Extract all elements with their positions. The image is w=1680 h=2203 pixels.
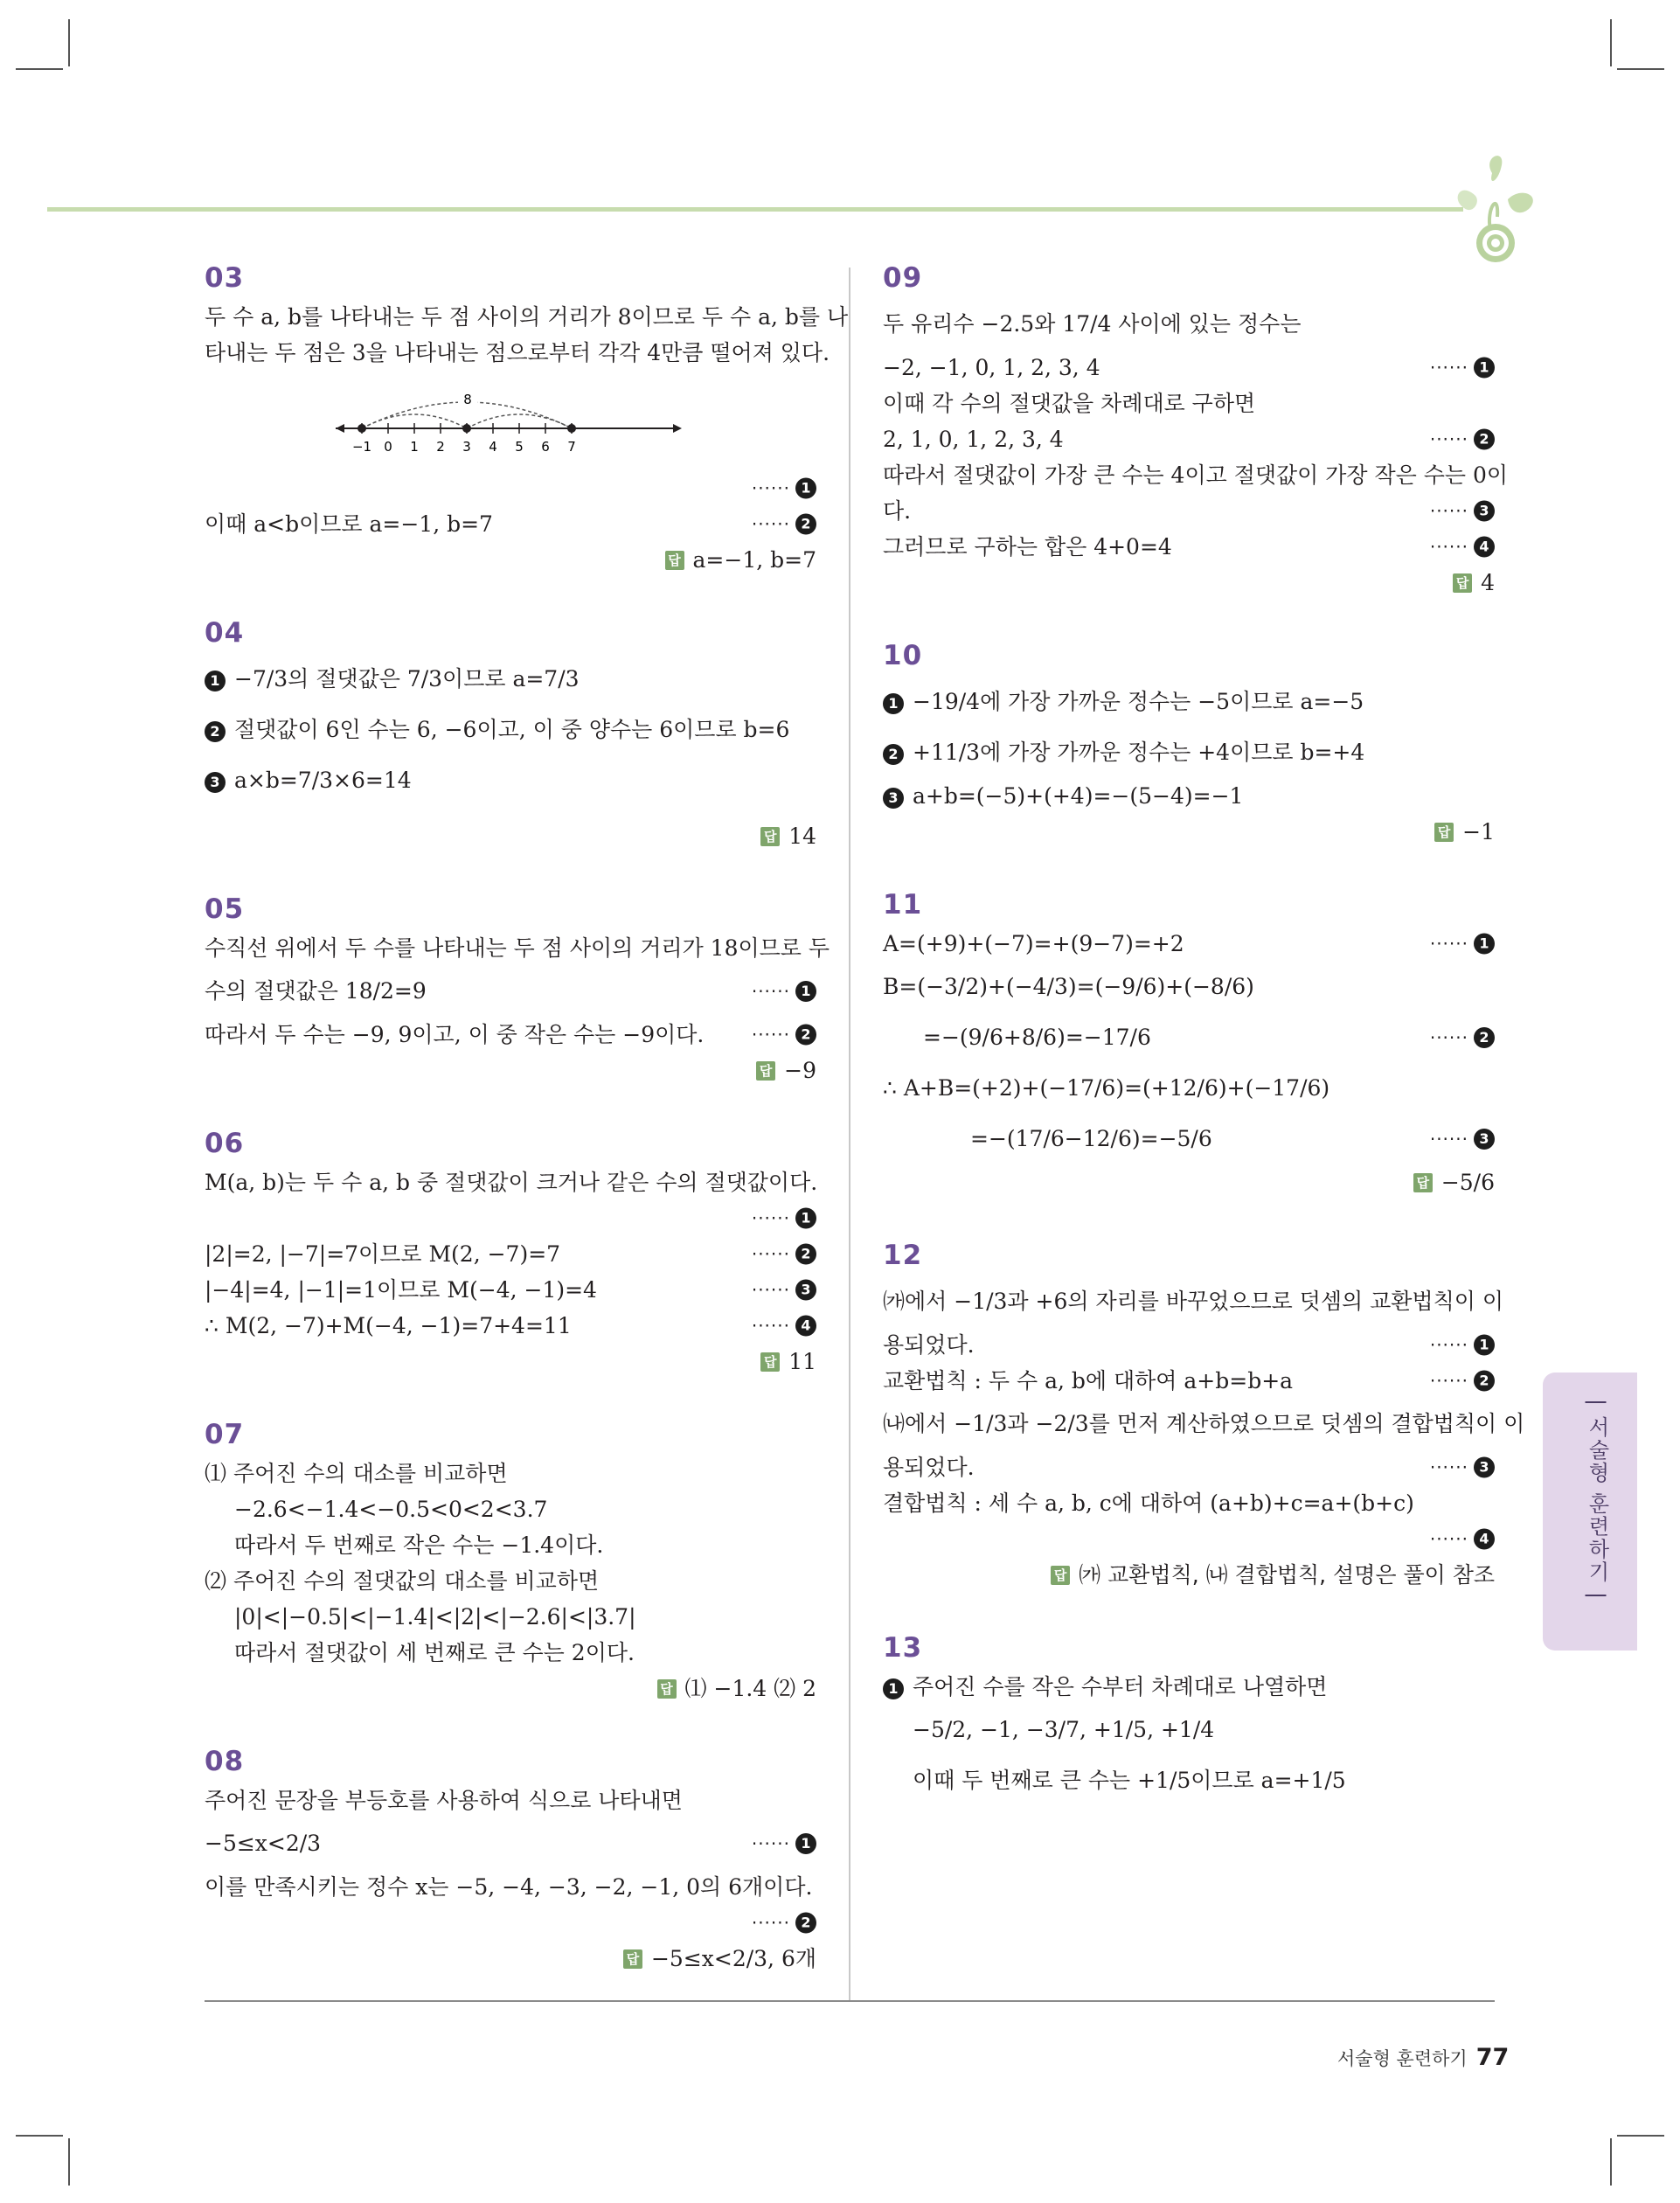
leaf-ornament-icon — [1447, 147, 1543, 269]
footer-title: 서술형 훈련하기 — [1337, 2048, 1468, 2069]
solution-line: −5/2, −1, −3/7, +1/5, +1/4 — [913, 1717, 1215, 1742]
answer: 답 4 — [883, 565, 1495, 601]
step-2-icon: 2 — [205, 721, 226, 742]
problem-number: 07 — [205, 1419, 245, 1450]
problem-number: 13 — [883, 1632, 923, 1664]
step-3-icon: 3 — [1474, 1129, 1495, 1150]
problem-05 — [205, 893, 830, 1089]
answer-icon: 답 — [657, 1679, 677, 1699]
step-3-icon: 3 — [1474, 501, 1495, 522]
solution-line: 용되었다. ······ 1 — [883, 1327, 1495, 1363]
tick-label: 6 — [541, 439, 550, 455]
step-1-icon: 1 — [883, 693, 904, 714]
problem-number: 04 — [205, 617, 245, 649]
problem-number: 03 — [205, 262, 245, 294]
step-2-icon: 2 — [1474, 1371, 1495, 1392]
left-column — [205, 262, 849, 2016]
solution-line: ㈎에서 −1/3과 +6의 자리를 바꾸었으므로 덧셈의 교환법칙이 이 — [883, 1289, 1503, 1314]
header-rule — [47, 207, 1463, 212]
solution-line: ㈏에서 −1/3과 −2/3를 먼저 계산하였으므로 덧셈의 결합법칙이 이 — [883, 1411, 1525, 1436]
answer: 답 −5/6 — [883, 1164, 1495, 1201]
problem-number: 08 — [205, 1746, 245, 1777]
solution-line: 두 수 a, b를 나타내는 두 점 사이의 거리가 8이므로 두 수 a, b를 나 — [205, 304, 849, 330]
step-2-icon: 2 — [1474, 429, 1495, 450]
solution-line: 이때 두 번째로 큰 수는 +1/5이므로 a=+1/5 — [913, 1768, 1346, 1793]
tick-label: 1 — [410, 439, 419, 455]
tick-label: 2 — [436, 439, 445, 455]
chapter-tab-label: | 서술형 훈련하기 | — [1585, 1399, 1609, 1602]
problem-09 — [883, 262, 1509, 601]
solution-line: 다. ······ 3 — [883, 493, 1495, 529]
problem-03 — [205, 262, 849, 579]
solution-line: =−(9/6+8/6)=−17/6 ······ 2 — [883, 1012, 1495, 1063]
step-2-icon: 2 — [795, 514, 816, 535]
solution-line: 주어진 문장을 부등호를 사용하여 식으로 나타내면 — [205, 1788, 683, 1813]
answer: 답 ⑴ −1.4 ⑵ 2 — [205, 1671, 816, 1707]
solution-line: 2 +11/3에 가장 가까운 정수는 +4이므로 b=+4 — [883, 727, 1495, 778]
step-2-icon: 2 — [795, 1244, 816, 1265]
answer-icon: 답 — [760, 1352, 780, 1372]
solution-line: =−(17/6−12/6)=−5/6 ······ 3 — [883, 1114, 1495, 1164]
solution-line: ⑴ 주어진 수의 대소를 비교하면 — [205, 1461, 508, 1486]
step-2-icon: 2 — [1474, 1027, 1495, 1048]
step-1-icon: 1 — [795, 478, 816, 499]
column-divider — [849, 268, 850, 2000]
step-3-icon: 3 — [883, 788, 904, 809]
solution-line: 수의 절댓값은 18/2=9 ······ 1 — [205, 966, 816, 1017]
step-3-icon: 3 — [1474, 1457, 1495, 1478]
solution-line: 타내는 두 점은 3을 나타내는 점으로부터 각각 4만큼 떨어져 있다. — [205, 340, 830, 365]
crop-mark — [1617, 2135, 1664, 2137]
solution-line: |0|<|−0.5|<|−1.4|<|2|<|−2.6|<|3.7| — [234, 1604, 636, 1630]
page-number: 77 — [1475, 2044, 1510, 2071]
step-1-icon: 1 — [1474, 934, 1495, 955]
problem-number: 11 — [883, 889, 923, 921]
tick-label: 0 — [384, 439, 392, 455]
solution-line: 수직선 위에서 두 수를 나타내는 두 점 사이의 거리가 18이므로 두 — [205, 935, 830, 961]
tick-label: 7 — [567, 439, 576, 455]
solution-line: 따라서 절댓값이 세 번째로 큰 수는 2이다. — [234, 1640, 635, 1665]
answer-icon: 답 — [1413, 1173, 1433, 1192]
step-4-icon: 4 — [1474, 537, 1495, 558]
answer: 답 11 — [205, 1344, 816, 1380]
step-4-icon: 4 — [1474, 1529, 1495, 1550]
solution-line: 교환법칙 : 두 수 a, b에 대하여 a+b=b+a ······ 2 — [883, 1363, 1495, 1399]
solution-line: ∴ A+B=(+2)+(−17/6)=(+12/6)+(−17/6) — [883, 1075, 1330, 1101]
solution-line: M(a, b)는 두 수 a, b 중 절댓값이 크거나 같은 수의 절댓값이다. — [205, 1170, 818, 1195]
solution-line: 이때 각 수의 절댓값을 차례대로 구하면 — [883, 391, 1256, 416]
problem-08 — [205, 1746, 816, 1977]
marker-line: ······ 1 — [205, 470, 816, 506]
solution-line: 그러므로 구하는 합은 4+0=4 ······ 4 — [883, 529, 1495, 565]
solution-line: B=(−3/2)+(−4/3)=(−9/6)+(−8/6) — [883, 974, 1254, 999]
problem-number: 06 — [205, 1128, 245, 1159]
step-1-icon: 1 — [795, 1208, 816, 1229]
answer: 답 −5≤x<2/3, 6개 — [205, 1941, 816, 1977]
step-1-icon: 1 — [883, 1678, 904, 1699]
step-1-icon: 1 — [795, 1833, 816, 1854]
answer-icon: 답 — [1051, 1566, 1070, 1585]
crop-mark — [1617, 68, 1664, 70]
solution-line: 이를 만족시키는 정수 x는 −5, −4, −3, −2, −1, 0의 6개이다. — [205, 1874, 813, 1900]
tick-label: −1 — [351, 439, 372, 455]
crop-mark — [68, 2138, 70, 2186]
solution-line: −5≤x<2/3 ······ 1 — [205, 1818, 816, 1869]
step-4-icon: 4 — [795, 1316, 816, 1337]
answer-icon: 답 — [756, 1061, 775, 1081]
answer: 답 a=−1, b=7 — [205, 542, 816, 579]
solution-line: 3 a×b=7/3×6=14 — [205, 755, 816, 806]
solution-line: −2.6<−1.4<−0.5<0<2<3.7 — [234, 1497, 548, 1522]
problem-number: 10 — [883, 640, 923, 671]
solution-line: |−4|=4, |−1|=1이므로 M(−4, −1)=4 ······ 3 — [205, 1272, 816, 1308]
step-1-icon: 1 — [205, 671, 226, 691]
problem-04 — [205, 617, 816, 855]
answer-icon: 답 — [1434, 823, 1454, 842]
answer-icon: 답 — [760, 827, 780, 846]
crop-mark — [68, 19, 70, 66]
solution-line: 2 절댓값이 6인 수는 6, −6이고, 이 중 양수는 6이므로 b=6 — [205, 705, 816, 755]
problem-13 — [883, 1632, 1495, 1806]
solution-line: ⑵ 주어진 수의 절댓값의 대소를 비교하면 — [205, 1568, 600, 1594]
answer-icon: 답 — [665, 551, 684, 570]
step-2-icon: 2 — [795, 1913, 816, 1934]
crop-mark — [16, 68, 63, 70]
problem-10 — [883, 640, 1495, 851]
marker-line: ······ 4 — [883, 1521, 1495, 1557]
solution-line: −2, −1, 0, 1, 2, 3, 4 ······ 1 — [883, 350, 1495, 386]
tick-label: 4 — [489, 439, 497, 455]
crop-mark — [1610, 2138, 1612, 2186]
solution-line: 2, 1, 0, 1, 2, 3, 4 ······ 2 — [883, 421, 1495, 457]
marker-line: ······ 2 — [205, 1905, 816, 1941]
problem-06 — [205, 1128, 816, 1380]
answer: 답 14 — [205, 818, 816, 855]
arc-label: 8 — [463, 392, 472, 407]
step-1-icon: 1 — [795, 981, 816, 1002]
solution-line: 따라서 두 수는 −9, 9이고, 이 중 작은 수는 −9이다. ······ 2 — [205, 1017, 816, 1053]
marker-line: ······ 1 — [205, 1200, 816, 1236]
solution-line: ∴ M(2, −7)+M(−4, −1)=7+4=11 ······ 4 — [205, 1308, 816, 1344]
problem-12 — [883, 1240, 1525, 1594]
tick-label: 5 — [515, 439, 524, 455]
answer-icon: 답 — [623, 1949, 642, 1969]
step-1-icon: 1 — [1474, 358, 1495, 379]
solution-line: A=(+9)+(−7)=+(9−7)=+2 ······ 1 — [883, 926, 1495, 962]
solution-line: 3 a+b=(−5)+(+4)=−(5−4)=−1 — [883, 778, 1495, 814]
answer-icon: 답 — [1453, 573, 1472, 593]
solution-line: 1 주어진 수를 작은 수부터 차례대로 나열하면 — [883, 1669, 1495, 1705]
tick-label: 3 — [462, 439, 471, 455]
answer: 답 ㈎ 교환법칙, ㈏ 결합법칙, 설명은 풀이 참조 — [883, 1557, 1495, 1594]
number-line-diagram — [336, 383, 685, 455]
step-2-icon: 2 — [883, 744, 904, 765]
problem-number: 09 — [883, 262, 923, 294]
problem-07 — [205, 1419, 816, 1707]
crop-mark — [1610, 19, 1612, 66]
solution-line: 용되었다. ······ 3 — [883, 1449, 1495, 1485]
solution-line: 결합법칙 : 세 수 a, b, c에 대하여 (a+b)+c=a+(b+c) — [883, 1491, 1414, 1516]
solution-line: 1 −7/3의 절댓값은 7/3이므로 a=7/3 — [205, 654, 816, 705]
crop-mark — [16, 2135, 63, 2137]
step-3-icon: 3 — [205, 772, 226, 793]
solution-line: 1 −19/4에 가장 가까운 정수는 −5이므로 a=−5 — [883, 677, 1495, 727]
right-column — [883, 262, 1525, 1845]
solution-line: 따라서 두 번째로 작은 수는 −1.4이다. — [234, 1532, 604, 1558]
step-2-icon: 2 — [795, 1025, 816, 1046]
page-footer — [1337, 2044, 1510, 2071]
step-1-icon: 1 — [1474, 1335, 1495, 1356]
solution-line: |2|=2, |−7|=7이므로 M(2, −7)=7 ······ 2 — [205, 1236, 816, 1272]
problem-number: 05 — [205, 893, 245, 925]
solution-line: 두 유리수 −2.5와 17/4 사이에 있는 정수는 — [883, 311, 1302, 337]
problem-11 — [883, 889, 1495, 1201]
answer: 답 −1 — [883, 814, 1495, 851]
solution-line: 따라서 절댓값이 가장 큰 수는 4이고 절댓값이 가장 작은 수는 0이 — [883, 462, 1509, 488]
problem-number: 12 — [883, 1240, 923, 1271]
step-3-icon: 3 — [795, 1280, 816, 1301]
solution-line: 이때 a<b이므로 a=−1, b=7 ······ 2 — [205, 506, 816, 542]
answer: 답 −9 — [205, 1053, 816, 1089]
